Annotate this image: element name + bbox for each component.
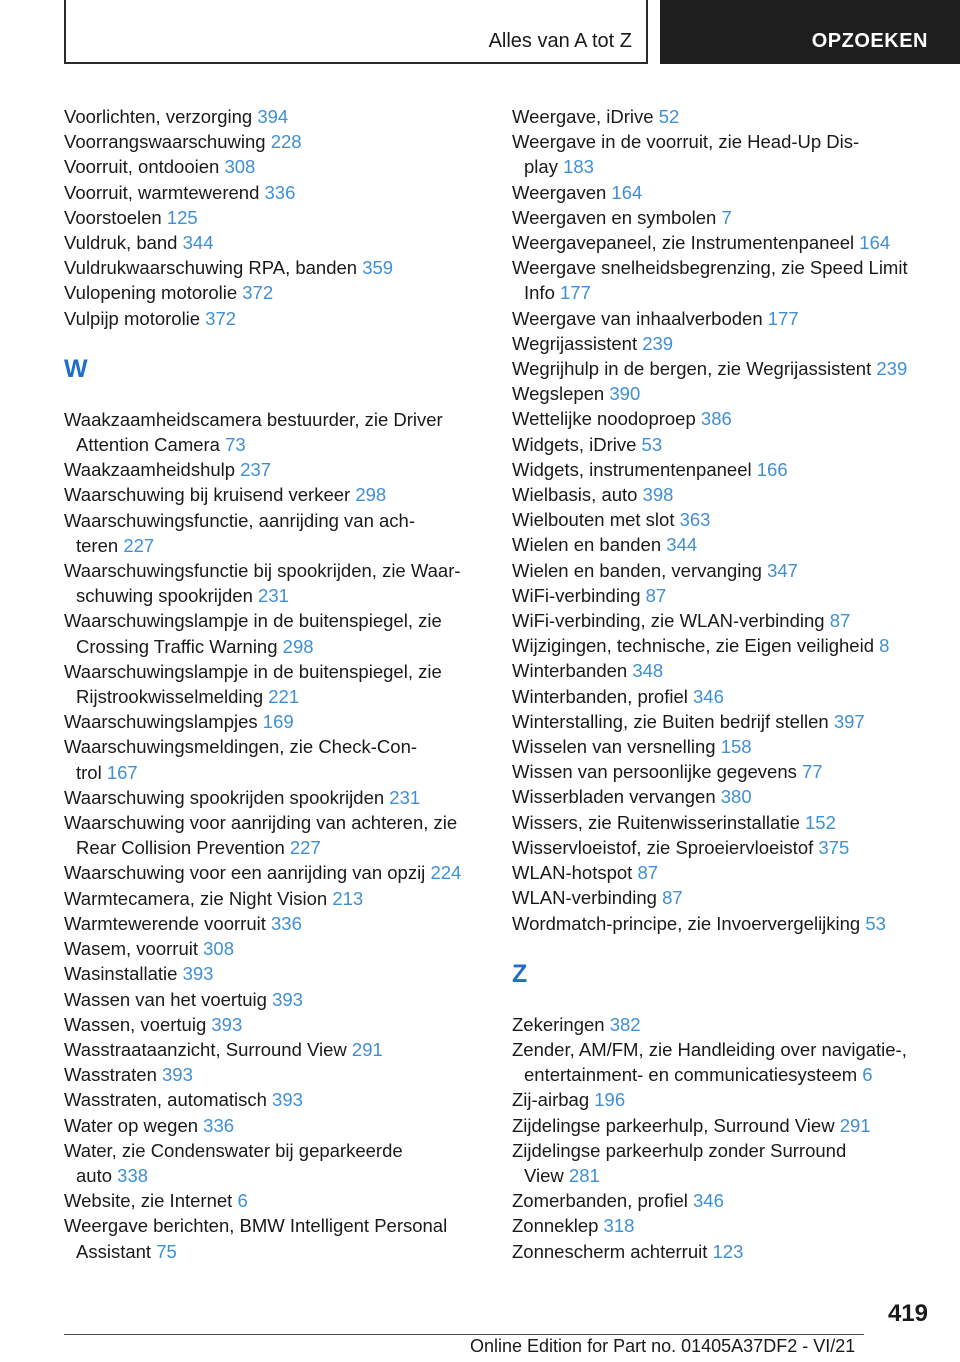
index-entry-text: Wasem, voorruit [64, 938, 204, 960]
index-entry [64, 709, 484, 734]
page-reference-link[interactable]: 382 [609, 1013, 641, 1035]
index-entry-text: Waakzaamheidscamera bestuurder, zie Driver [64, 408, 443, 430]
page-reference-link[interactable]: 380 [720, 786, 752, 808]
index-entry-text: Zomerbanden, profiel [512, 1190, 693, 1212]
index-entry-text: Vulopening motorolie [64, 282, 243, 304]
index-entry [512, 356, 932, 381]
index-entry [512, 759, 932, 784]
index-entry-text: Vuldruk, band [64, 232, 183, 254]
page-reference-link[interactable]: 164 [611, 181, 643, 203]
page-reference-link[interactable]: 318 [603, 1215, 635, 1237]
page-reference-link[interactable]: 164 [859, 232, 891, 254]
index-column-right [512, 104, 932, 1264]
index-entry-text: Wasinstallatie [64, 963, 183, 985]
index-entry-text: Waarschuwingslampjes [64, 711, 263, 733]
page-reference-link[interactable]: 393 [211, 1013, 243, 1035]
index-entry [64, 1037, 484, 1062]
page-reference-link[interactable]: 394 [257, 106, 289, 127]
index-entry [512, 507, 932, 532]
index-entry [512, 331, 932, 356]
index-entry-text: Warmtewerende voorruit [64, 912, 271, 934]
page-reference-link[interactable]: 291 [839, 1114, 871, 1136]
page-reference-link[interactable]: 87 [662, 887, 683, 909]
index-entry-text: Waarschuwingslampje in de buitenspiegel, zie [64, 660, 442, 682]
index-entry-text: Wasstraten [64, 1064, 163, 1086]
index-entry [512, 810, 932, 835]
index-entry [512, 633, 932, 658]
page-reference-link[interactable]: 363 [679, 509, 711, 531]
index-entry-text: Weergaven [512, 181, 612, 203]
index-entry-text: View [524, 1164, 569, 1186]
page-reference-link[interactable]: 393 [162, 1064, 193, 1086]
index-entry-text: Weergave berichten, BMW Intelligent Personal [64, 1215, 448, 1237]
index-entry-text: Wassen van het voertuig [64, 988, 273, 1010]
index-entry-text: Wettelijke noodoproep [512, 408, 701, 430]
index-entry-text: Winterstalling, zie Buiten bedrijf stellen [512, 710, 834, 732]
index-entry [512, 1012, 932, 1037]
index-entry-text: Water, zie Condenswater bij geparkeerde [64, 1139, 403, 1161]
index-entry-text: Wegrijhulp in de bergen, zie Wegrijassistent [512, 358, 877, 380]
index-entry [64, 1138, 484, 1188]
index-entry [512, 1113, 932, 1138]
page-reference-link[interactable]: 125 [166, 206, 198, 228]
index-entry-text: Wassen, voertuig [64, 1013, 212, 1035]
index-entry-text: Wielen en banden [512, 534, 667, 556]
index-letter-heading: Z [512, 959, 528, 988]
index-entry-text: Zekeringen [512, 1013, 610, 1035]
index-entry-text: WiFi-verbinding [512, 584, 646, 606]
index-entry [512, 658, 932, 683]
page-reference-link[interactable]: 213 [332, 887, 364, 909]
index-entry-text: Rear Collision Prevention [76, 837, 290, 859]
index-entry-text: Wielbasis, auto [512, 484, 643, 506]
index-entry-text: Widgets, iDrive [512, 433, 642, 455]
index-entry-text: Wegrijassistent [512, 332, 643, 354]
index-entry [512, 482, 932, 507]
page-reference-link[interactable]: 6 [862, 1064, 873, 1086]
page-reference-link[interactable]: 397 [833, 710, 865, 732]
index-entry [512, 457, 932, 482]
index-entry-text: WiFi-verbinding, zie WLAN-verbinding [512, 610, 830, 632]
page-reference-link[interactable]: 291 [351, 1038, 383, 1060]
index-entry [512, 381, 932, 406]
page-reference-link[interactable]: 221 [268, 686, 300, 708]
index-entry [64, 482, 484, 507]
page-reference-link[interactable]: 228 [270, 131, 302, 153]
page-reference-link[interactable]: 239 [876, 358, 908, 380]
index-entry-text: Wijzigingen, technische, zie Eigen veiligheid [512, 635, 880, 657]
page-reference-link[interactable]: 87 [637, 862, 659, 884]
index-entry-text: Zijdelingse parkeerhulp, Surround View [512, 1114, 840, 1136]
index-entry-text: Wisservloeistof, zie Sproeiervloeistof [512, 836, 819, 858]
index-entry-text: Zij-airbag [512, 1089, 595, 1111]
index-entry-text: Waarschuwingslampje in de buitenspiegel, zie [64, 610, 442, 632]
index-entry [64, 306, 484, 331]
page-reference-link[interactable]: 398 [642, 484, 674, 506]
index-entry [512, 230, 932, 255]
page-reference-link[interactable]: 177 [560, 282, 591, 304]
page-reference-link[interactable]: 237 [240, 459, 272, 481]
page-reference-link[interactable]: 344 [666, 534, 698, 556]
page-reference-link[interactable]: 231 [258, 585, 289, 607]
index-entry-text: Waarschuwing bij kruisend verkeer [64, 484, 356, 506]
index-entry-text: teren [76, 534, 124, 556]
index-entry-text: WLAN-verbinding [512, 887, 663, 909]
index-entry-text: Crossing Traffic Warning [76, 635, 283, 657]
index-entry-text: Wegslepen [512, 383, 610, 405]
index-entry [512, 406, 932, 431]
index-entry-text: Weergavepaneel, zie Instrumentenpaneel [512, 232, 860, 254]
page-reference-link[interactable]: 177 [767, 307, 799, 329]
index-entry [64, 1113, 484, 1138]
index-entry [512, 911, 932, 936]
page-reference-link[interactable]: 183 [563, 156, 594, 178]
page-reference-link[interactable]: 75 [156, 1240, 177, 1262]
index-entry-text: Voorruit, warmtewerend [64, 181, 265, 203]
index-entry [512, 608, 932, 633]
page-reference-link[interactable]: 338 [117, 1164, 149, 1186]
index-entry-text: Vuldrukwaarschuwing RPA, banden [64, 257, 363, 279]
index-entry [64, 558, 484, 608]
index-entry [64, 734, 484, 784]
page-reference-link[interactable]: 224 [430, 862, 462, 884]
index-entry-text: play [524, 156, 564, 178]
page-reference-link[interactable]: 8 [879, 635, 890, 657]
index-entry [512, 1213, 932, 1238]
index-entry [512, 734, 932, 759]
index-entry [64, 180, 484, 205]
index-entry [512, 709, 932, 734]
page-reference-link[interactable]: 231 [389, 786, 421, 808]
index-entry [64, 987, 484, 1012]
page-reference-link[interactable]: 87 [829, 610, 851, 632]
index-entry-text: Zender, AM/FM, zie Handleiding over navigatie-, [512, 1038, 907, 1060]
index-entry [64, 230, 484, 255]
index-entry [512, 1138, 932, 1188]
index-entry-text: entertainment- en communicatiesysteem [524, 1064, 863, 1086]
page-reference-link[interactable]: 6 [237, 1190, 248, 1212]
index-entry-text: Waarschuwingsfunctie bij spookrijden, zie Waar- [64, 560, 461, 582]
index-entry-text: Waarschuwing spookrijden spookrijden [64, 786, 390, 808]
index-entry-text: Voorlichten, verzorging [64, 106, 258, 127]
index-entry [64, 1087, 484, 1112]
index-entry [64, 659, 484, 709]
page-reference-link[interactable]: 375 [818, 836, 850, 858]
index-entry-text: Water op wegen [64, 1114, 204, 1136]
index-entry-text: Voorrangswaarschuwing [64, 131, 271, 153]
index-entry-text: Wasstraten, automatisch [64, 1089, 273, 1111]
index-entry [64, 407, 484, 457]
page-reference-link[interactable]: 52 [658, 106, 680, 127]
index-entry-text: Info [524, 282, 560, 304]
index-entry [512, 205, 932, 230]
page-reference-link[interactable]: 7 [721, 206, 732, 228]
index-entry [512, 583, 932, 608]
index-entry [64, 785, 484, 810]
index-entry [64, 1188, 484, 1213]
index-entry [64, 886, 484, 911]
page-reference-link[interactable]: 169 [262, 711, 294, 733]
index-entry [64, 1213, 484, 1263]
page-reference-link[interactable]: 77 [802, 761, 823, 783]
edition-text: Online Edition for Part no. 01405A37DF2 - VI/21 [470, 1336, 856, 1356]
index-entry [512, 684, 932, 709]
index-entry-text: Wielbouten met slot [512, 509, 680, 531]
index-entry [512, 306, 932, 331]
index-entry [64, 104, 484, 129]
page-reference-link[interactable]: 390 [609, 383, 641, 405]
index-entry-text: Zonneklep [512, 1215, 604, 1237]
page-reference-link[interactable]: 196 [594, 1089, 626, 1111]
index-entry-text: Weergave snelheidsbegrenzing, zie Speed Limit [512, 257, 908, 279]
index-entry-text: Voorruit, ontdooien [64, 156, 225, 178]
page-reference-link[interactable]: 393 [272, 1089, 303, 1111]
page-reference-link[interactable]: 346 [693, 1190, 724, 1212]
index-entry [64, 255, 484, 280]
page-number: 419 [887, 1300, 928, 1327]
index-entry [512, 885, 932, 910]
page-reference-link[interactable]: 359 [362, 257, 394, 279]
page-reference-link[interactable]: 87 [645, 584, 667, 606]
index-entry [512, 835, 932, 860]
index-entry [512, 104, 932, 129]
index-entry [64, 1012, 484, 1037]
index-entry [64, 810, 484, 860]
index-entry-text: Wasstraataanzicht, Surround View [64, 1038, 352, 1060]
page-reference-link[interactable]: 73 [225, 434, 246, 456]
index-entry-text: Weergaven en symbolen [512, 206, 722, 228]
page-reference-link[interactable]: 53 [865, 912, 886, 934]
index-entry [512, 558, 932, 583]
index-entry-text: Vulpijp motorolie [64, 307, 206, 329]
index-entry-text: Weergave, iDrive [512, 106, 659, 127]
page-reference-link[interactable]: 152 [805, 811, 836, 833]
index-entry-text: Rijstrookwisselmelding [76, 686, 269, 708]
index-entry-text: Winterbanden [512, 660, 633, 682]
page-reference-link[interactable]: 308 [203, 938, 234, 960]
index-entry-text: Waarschuwingsmeldingen, zie Check-Con- [64, 736, 418, 758]
index-entry [64, 129, 484, 154]
index-entry-text: Wissen van persoonlijke gegevens [512, 761, 802, 783]
index-entry-text: Zonnescherm achterruit [512, 1240, 713, 1262]
index-entry-text: Wordmatch-principe, zie Invoervergelijking [512, 912, 866, 934]
index-entry [512, 1239, 932, 1264]
index-entry [512, 180, 932, 205]
section-title: Alles van A tot Z [488, 30, 632, 52]
index-entry-text: Winterbanden, profiel [512, 685, 693, 707]
page-reference-link[interactable]: 308 [224, 156, 256, 178]
index-entry-text: Weergave van inhaalverboden [512, 307, 768, 329]
index-entry [64, 154, 484, 179]
page-reference-link[interactable]: 281 [568, 1164, 600, 1186]
page-reference-link[interactable]: 372 [205, 307, 237, 329]
index-entry [512, 255, 932, 305]
index-entry [512, 129, 932, 179]
index-entry [64, 280, 484, 305]
index-entry [512, 1087, 932, 1112]
index-entry-text: Wissers, zie Ruitenwisserinstallatie [512, 811, 806, 833]
index-entry-text: Zijdelingse parkeerhulp zonder Surround [512, 1139, 847, 1161]
footer-divider [64, 1334, 864, 1335]
index-entry [64, 1062, 484, 1087]
page-reference-link[interactable]: 346 [693, 685, 724, 707]
index-entry [512, 1037, 932, 1087]
index-entry [64, 911, 484, 936]
index-entry [512, 532, 932, 557]
index-entry-text: Wisselen van versnelling [512, 736, 721, 758]
page-reference-link[interactable]: 298 [282, 635, 314, 657]
index-entry-text: schuwing spookrijden [76, 585, 259, 607]
page-reference-link[interactable]: 166 [756, 458, 788, 480]
index-entry-text: Website, zie Internet [64, 1190, 238, 1212]
index-entry [64, 608, 484, 658]
index-entry-text: Voorstoelen [64, 206, 167, 228]
page-reference-link[interactable]: 393 [272, 988, 303, 1010]
page-reference-link[interactable]: 167 [106, 761, 138, 783]
index-entry [512, 784, 932, 809]
index-entry [512, 432, 932, 457]
index-letter-heading: W [64, 354, 88, 383]
page-reference-link[interactable]: 372 [242, 282, 274, 304]
index-entry [64, 961, 484, 986]
index-entry-text: Waarschuwing voor aanrijding van achteren, zie [64, 812, 458, 834]
page-reference-link[interactable]: 344 [182, 232, 214, 254]
index-entry-text: Wielen en banden, vervanging [512, 559, 768, 581]
index-entry-text: Waarschuwing voor een aanrijding van opzij [64, 862, 431, 884]
opzoeken-button[interactable] [660, 0, 960, 64]
index-entry-text: trol [76, 761, 107, 783]
page-reference-link[interactable]: 239 [642, 332, 674, 354]
index-column-left [64, 104, 484, 1264]
index-entry [512, 860, 932, 885]
opzoeken-button-label: OPZOEKEN [811, 30, 928, 52]
index-entry-text: Waakzaamheidshulp [64, 459, 241, 481]
page-reference-link[interactable]: 336 [203, 1114, 235, 1136]
page-reference-link[interactable]: 336 [264, 181, 296, 203]
page-reference-link[interactable]: 123 [712, 1240, 744, 1262]
index-entry-text: Attention Camera [76, 434, 226, 456]
index-entry [64, 936, 484, 961]
index-entry [64, 205, 484, 230]
index-entry-text: Widgets, instrumentenpaneel [512, 458, 757, 480]
page-reference-link[interactable]: 227 [123, 534, 155, 556]
index-entry-text: Assistant [76, 1240, 157, 1262]
page-reference-link[interactable]: 158 [720, 736, 752, 758]
index-entry-text: auto [76, 1164, 118, 1186]
index-entry [64, 508, 484, 558]
page-reference-link[interactable]: 393 [182, 963, 214, 985]
index-entry-text: Weergave in de voorruit, zie Head-Up Dis- [512, 131, 860, 153]
index-entry [64, 860, 484, 885]
page-reference-link[interactable]: 386 [700, 408, 732, 430]
page-reference-link[interactable]: 53 [641, 433, 663, 455]
index-entry-text: Waarschuwingsfunctie, aanrijding van ach- [64, 509, 415, 531]
page-reference-link[interactable]: 347 [767, 559, 798, 581]
page-reference-link[interactable]: 336 [271, 912, 302, 934]
index-entry-text: WLAN-hotspot [512, 862, 638, 884]
header-title-box [64, 0, 648, 64]
page-reference-link[interactable]: 348 [632, 660, 664, 682]
page-reference-link[interactable]: 227 [289, 837, 321, 859]
index-entry-text: Warmtecamera, zie Night Vision [64, 887, 333, 909]
index-entry-text: Wisserbladen vervangen [512, 786, 721, 808]
index-entry [64, 457, 484, 482]
index-entry [512, 1188, 932, 1213]
page-reference-link[interactable]: 298 [355, 484, 387, 506]
